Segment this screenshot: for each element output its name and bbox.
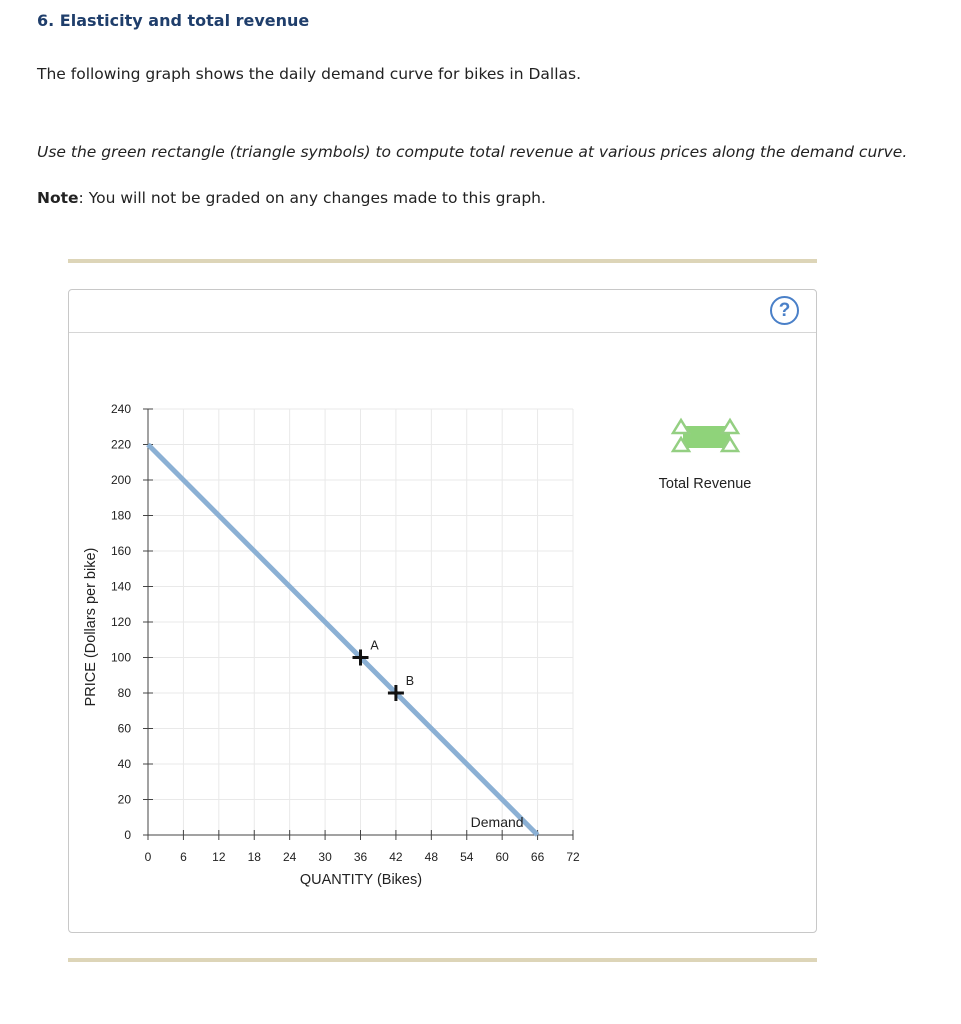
x-tick-label-60: 60 — [495, 850, 509, 864]
x-axis-title: QUANTITY (Bikes) — [299, 872, 423, 888]
demand-curve — [148, 445, 538, 836]
x-tick-label-6: 6 — [180, 850, 187, 864]
grid — [148, 409, 573, 835]
y-tick-label-20: 20 — [117, 792, 131, 807]
y-axis-title: PRICE (Dollars per bike) — [83, 547, 99, 707]
x-tick-label-66: 66 — [530, 850, 545, 864]
question-title: 6. Elasticity and total revenue — [37, 11, 310, 30]
x-tick-label-24: 24 — [282, 850, 297, 864]
x-tick-label-18: 18 — [247, 850, 261, 864]
series — [148, 445, 538, 836]
y-tick-label-220: 220 — [110, 437, 131, 452]
total-revenue-tool[interactable] — [659, 420, 752, 492]
y-tick-label-40: 40 — [117, 757, 131, 771]
x-tick-label-42: 42 — [389, 850, 403, 864]
intro-text: The following graph shows the daily demand curve for bikes in Dallas. — [37, 65, 582, 83]
y-tick-label-200: 200 — [110, 473, 131, 487]
axes — [143, 409, 573, 840]
total-revenue-label: Total Revenue — [658, 476, 752, 492]
note-label: Note — [37, 189, 79, 207]
x-tick-label-54: 54 — [460, 850, 474, 864]
question-circle-icon: ? — [778, 299, 791, 321]
y-tick-label-120: 120 — [110, 615, 131, 629]
x-tick-label-48: 48 — [424, 850, 439, 864]
instruction-text: Use the green rectangle (triangle symbols) to compute total revenue at various prices along the demand curve. — [37, 143, 908, 161]
y-tick-label-180: 180 — [110, 508, 131, 523]
points — [353, 639, 415, 702]
y-tick-label-80: 80 — [117, 686, 131, 700]
demand-curve-label: Demand — [470, 814, 524, 830]
note-body: : You will not be graded on any changes made to this graph. — [78, 189, 546, 207]
x-tick-label-36: 36 — [353, 850, 368, 864]
y-tick-label-100: 100 — [110, 650, 131, 665]
point-b-label: B — [405, 674, 415, 688]
point-a-label: A — [370, 638, 379, 653]
tick-labels — [111, 402, 580, 864]
y-tick-label-160: 160 — [110, 544, 131, 558]
x-tick-label-72: 72 — [566, 850, 580, 864]
x-tick-label-12: 12 — [212, 850, 226, 864]
y-tick-label-240: 240 — [110, 402, 131, 416]
y-tick-label-60: 60 — [117, 721, 131, 736]
x-tick-label-0: 0 — [144, 850, 152, 864]
y-tick-label-140: 140 — [110, 579, 131, 594]
y-tick-label-0: 0 — [124, 828, 131, 842]
x-tick-label-30: 30 — [318, 850, 332, 864]
